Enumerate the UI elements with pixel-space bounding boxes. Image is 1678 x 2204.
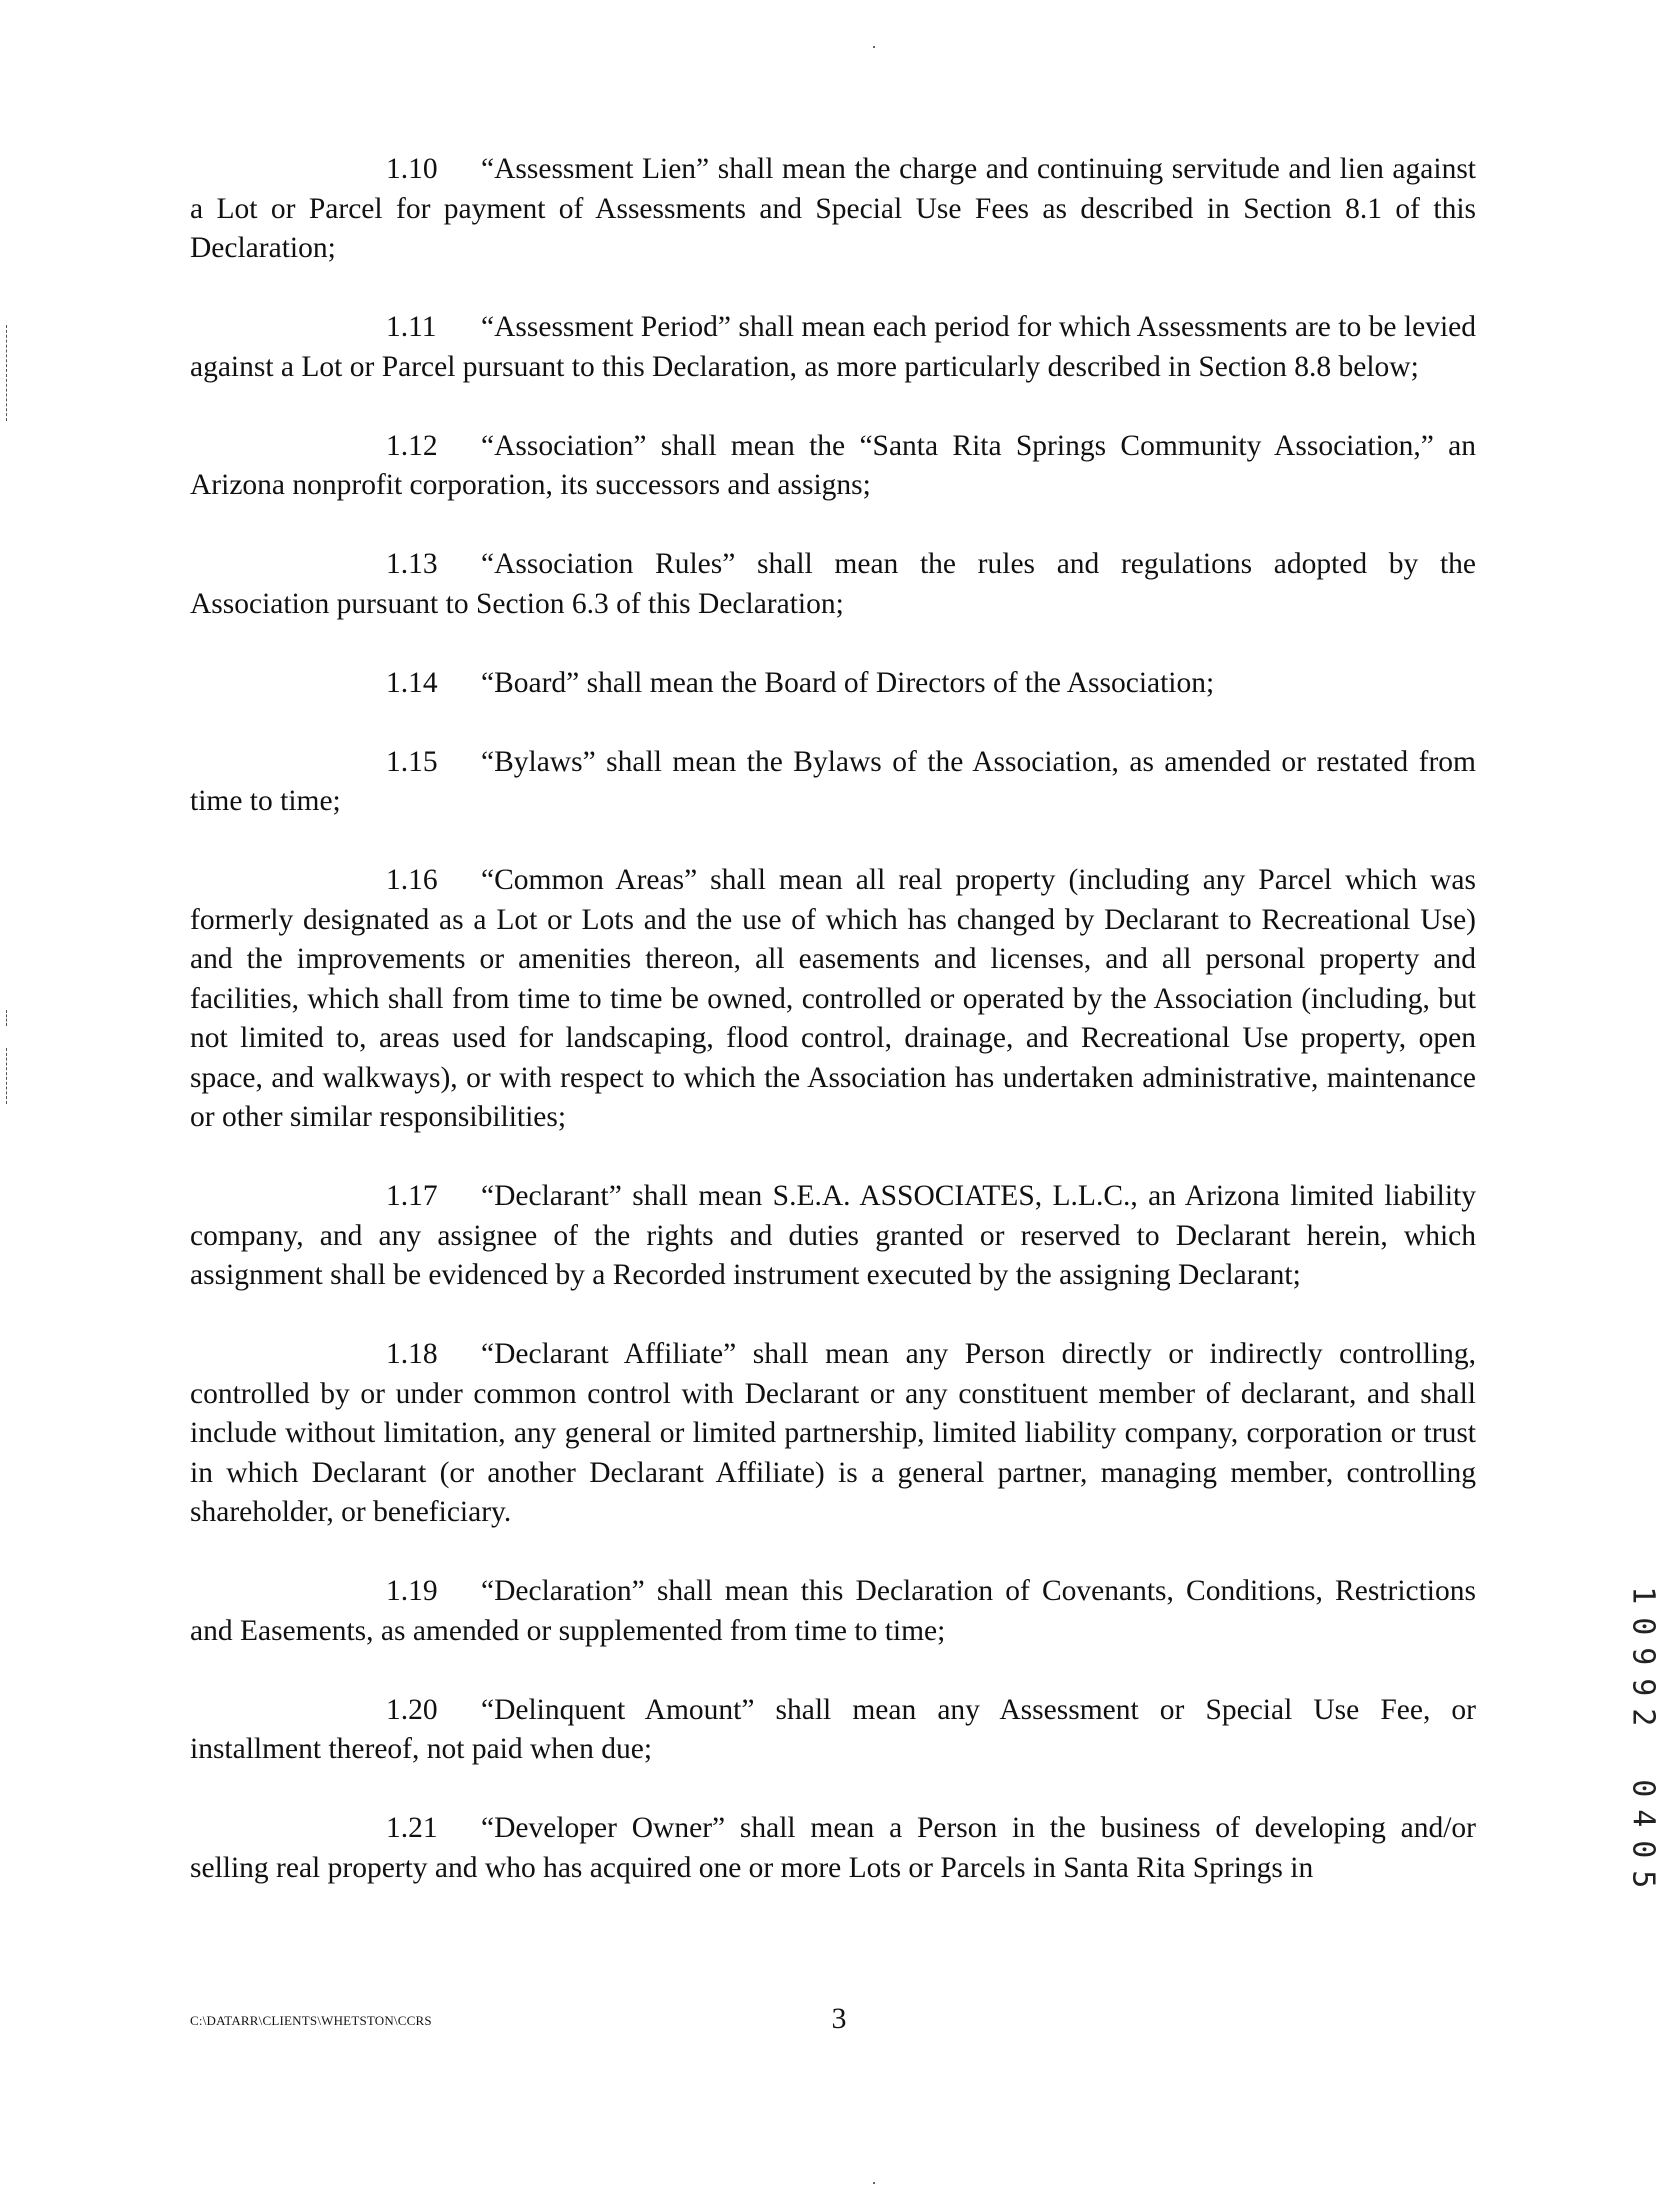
definition-text: “Board” shall mean the Board of Directors of the Association; <box>481 666 1215 699</box>
definition-1-16 <box>190 861 1476 1138</box>
section-number: 1.15 <box>386 745 438 778</box>
section-number: 1.17 <box>386 1180 438 1212</box>
definition-text: “Declarant Affiliate” shall mean any Person directly or indirectly controlling, controlled by or under common control with Declarant or any constituent member of declarant, and shall include without limitation, any general or limited partnership, limited liability company, corporation or trust in which Declarant (or another Declarant Affiliate) is a general partner, managing member, controlling shareholder, or beneficiary. <box>190 1338 1476 1528</box>
scan-margin-mark <box>6 325 7 421</box>
definition-text: “Bylaws” shall mean the Bylaws of the Association, as amended or restated from time to time; <box>190 745 1476 817</box>
stamp-digit: 4 <box>1625 1809 1661 1828</box>
stamp-digit: 0 <box>1625 1839 1661 1858</box>
definition-1-12 <box>190 427 1476 506</box>
stamp-digit: 0 <box>1625 1778 1661 1797</box>
stamp-digit: 5 <box>1625 1870 1661 1889</box>
definition-text: “Common Areas” shall mean all real property (including any Parcel which was formerly designated as a Lot or Lots and the use of which has changed by Declarant to Recreational Use) and the improvements or amenities thereon, all easements and licenses, and all personal property and facilities, which shall from time to time be owned, controlled or operated by the Association (including, but not limited to, areas used for landscaping, flood control, drainage, and Recreational Use property, open space, and walkways), or with respect to which the Association has undertaken administrative, maintenance or other similar responsibilities; <box>190 864 1476 1133</box>
recording-stamp <box>1622 1580 1662 1895</box>
section-number: 1.12 <box>386 429 438 462</box>
definition-1-17 <box>190 1177 1476 1296</box>
definition-text: “Developer Owner” shall mean a Person in the business of developing and/or selling real property and who has acquired one or more Lots or Parcels in Santa Rita Springs in <box>190 1812 1476 1884</box>
stamp-digit: 9 <box>1625 1677 1661 1696</box>
definition-1-13 <box>190 545 1476 624</box>
definition-1-20 <box>190 1691 1476 1770</box>
section-number: 1.13 <box>386 548 438 580</box>
definition-text: “Declaration” shall mean this Declaration of Covenants, Conditions, Restrictions and Easements, as amended or supplemented from time to time; <box>190 1575 1476 1647</box>
stamp-digit: 2 <box>1625 1708 1661 1727</box>
stamp-digit: 0 <box>1625 1616 1661 1635</box>
definition-1-21 <box>190 1809 1476 1888</box>
stamp-digit: 9 <box>1625 1647 1661 1666</box>
scan-margin-mark <box>6 1010 7 1026</box>
definition-1-10 <box>190 150 1476 269</box>
definition-1-18 <box>190 1335 1476 1533</box>
section-number: 1.20 <box>386 1693 438 1726</box>
definition-1-14 <box>190 664 1476 704</box>
section-number: 1.18 <box>386 1338 438 1370</box>
section-number: 1.16 <box>386 864 438 896</box>
definition-1-11 <box>190 308 1476 387</box>
scan-margin-mark <box>6 1048 7 1104</box>
section-number: 1.14 <box>386 666 438 699</box>
definition-text: “Declarant” shall mean S.E.A. ASSOCIATES, L.L.C., an Arizona limited liability company, and any assignee of the rights and duties granted or reserved to Declarant herein, which assignment shall be evidenced by a Recorded instrument executed by the assigning Declarant; <box>190 1180 1476 1291</box>
definition-text: “Association Rules” shall mean the rules and regulations adopted by the Association pursuant to Section 6.3 of this Declaration; <box>190 548 1476 620</box>
definition-1-15 <box>190 743 1476 822</box>
section-number: 1.21 <box>386 1812 438 1844</box>
page-number: 3 <box>831 2002 847 2035</box>
definition-text: “Assessment Lien” shall mean the charge and continuing servitude and lien against a Lot or Parcel for payment of Assessments and Special Use Fees as described in Section 8.1 of this Declaration; <box>190 153 1476 264</box>
section-number: 1.11 <box>386 311 437 343</box>
definitions-list <box>190 150 1476 1928</box>
definition-text: “Assessment Period” shall mean each period for which Assessments are to be levied against a Lot or Parcel pursuant to this Declaration, as more particularly described in Section 8.8 below; <box>190 311 1476 383</box>
definition-text: “Delinquent Amount” shall mean any Assessment or Special Use Fee, or installment thereof, not paid when due; <box>190 1693 1476 1765</box>
definition-1-19 <box>190 1572 1476 1651</box>
section-number: 1.19 <box>386 1575 438 1607</box>
stamp-digit: 1 <box>1625 1586 1661 1605</box>
footer-file-path: C:\DATARR\CLIENTS\WHETSTON\CCRS <box>190 2013 432 2028</box>
section-number: 1.10 <box>386 153 438 185</box>
scan-speck <box>873 2182 875 2184</box>
scan-speck <box>873 46 875 48</box>
definition-text: “Association” shall mean the “Santa Rita Springs Community Association,” an Arizona nonprofit corporation, its successors and assigns; <box>190 429 1476 501</box>
